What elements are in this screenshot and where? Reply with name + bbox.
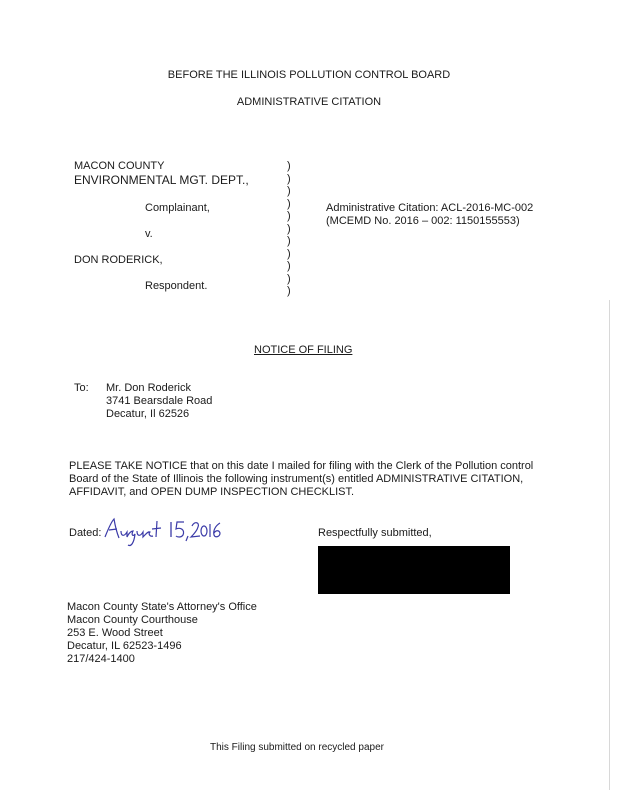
document-page: BEFORE THE ILLINOIS POLLUTION CONTROL BOARD ADMINISTRATIVE CITATION MACON COUNTY ENVIRONMENTAL MGT. DEPT., Complainant, v. DON RODERICK, Respondent. ) ) ) ) ) ) ) ) ) ) ) Administrative Citation: ACL-2016-MC-002 (MCEMD No. 2016 – 002: 1150155553) NOTICE OF FILING To: Mr. Don Roderick 3741 Bearsdale Road Decatur, Il 62526 PLEASE TAKE NOTICE that on this date I mailed for filing with the Clerk of the Pollution control Board of the State of Illinois the following instrument(s) entitled ADMINISTRATIVE CITATION, AFFIDAVIT, and OPEN DUMP INSPECTION CHECKLIST. Dated: Respectfully submitted, Macon County State's Attorney's Office Macon County Courthouse 253 E. Wood Street Decatur, IL 62523-1496 217/424-1400 This Filing submitted on recycled paper [0, 0, 618, 800]
scan-edge-line [609, 300, 610, 790]
closing: Respectfully submitted, [318, 527, 432, 539]
addressee-city: Decatur, Il 62526 [106, 408, 190, 420]
complainant-line1: MACON COUNTY [74, 160, 165, 172]
footer-note: This Filing submitted on recycled paper [210, 742, 384, 753]
handwritten-date [103, 515, 228, 553]
versus: v. [145, 228, 153, 240]
addressee-street: 3741 Bearsdale Road [106, 395, 213, 407]
citation-number: Administrative Citation: ACL-2016-MC-002 [326, 202, 534, 214]
sender-office: Macon County State's Attorney's Office [67, 601, 257, 613]
complainant-role: Complainant, [145, 202, 210, 214]
complainant-line2: ENVIRONMENTAL MGT. DEPT., [74, 173, 249, 187]
sender-city: Decatur, IL 62523-1496 [67, 640, 182, 652]
mcemd-number: (MCEMD No. 2016 – 002: 1150155553) [326, 215, 520, 227]
sender-building: Macon County Courthouse [67, 614, 198, 626]
board-heading: BEFORE THE ILLINOIS POLLUTION CONTROL BOARD [167, 69, 451, 81]
respondent-role: Respondent. [145, 280, 208, 292]
addressee-name: Mr. Don Roderick [106, 382, 191, 394]
dated-label: Dated: [69, 527, 102, 539]
citation-type-heading: ADMINISTRATIVE CITATION [236, 96, 382, 108]
sender-phone: 217/424-1400 [67, 653, 135, 665]
respondent-name: DON RODERICK, [74, 254, 163, 266]
redacted-signature-block [318, 546, 510, 594]
to-label: To: [74, 382, 89, 394]
notice-body: PLEASE TAKE NOTICE that on this date I mailed for filing with the Clerk of the Pollution control Board of the State of Illinois the following instrument(s) entitled ADMINISTRATIVE CITATION, AFFIDAVIT, and OPEN DUMP INSPECTION CHECKLIST. [69, 460, 534, 498]
notice-title: NOTICE OF FILING [254, 344, 353, 356]
sender-street: 253 E. Wood Street [67, 627, 163, 639]
